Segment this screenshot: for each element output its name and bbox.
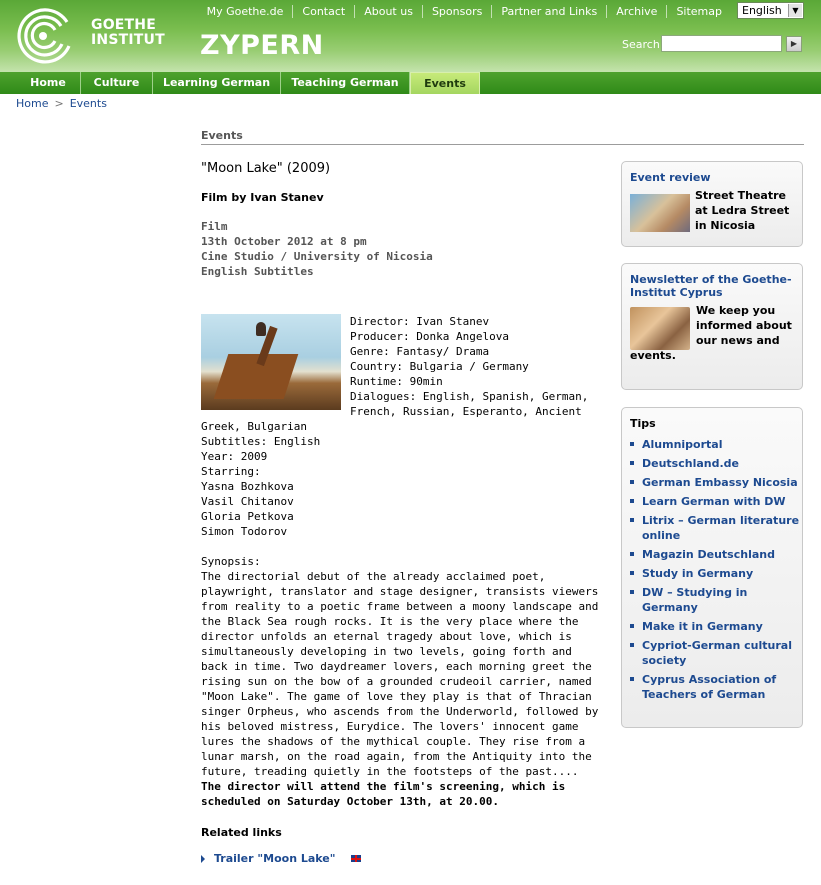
detail-line: Subtitles: English [201,435,321,448]
nav-events[interactable]: Events [410,72,480,94]
film-still-image [201,314,341,410]
bullet-square-icon [630,643,634,647]
film-details [201,314,603,539]
bullet-square-icon [630,461,634,465]
cast-member: Simon Todorov [201,525,288,538]
bullet-square-icon [630,480,634,484]
top-link-sponsors[interactable]: Sponsors [422,5,491,18]
arrow-right-icon: ▶ [790,39,798,48]
cast-member: Vasil Chitanov [201,495,294,508]
tip-link[interactable]: Cyprus Association of Teachers of German [642,673,777,701]
synopsis-screening-note: The director will attend the film's screening, which is scheduled on Saturday October 13th, at 20.00. [201,780,566,808]
breadcrumb-home[interactable]: Home [16,97,49,110]
event-date: 13th October 2012 at 8 pm [201,235,367,248]
main-navigation [0,72,821,94]
tip-link[interactable]: German Embassy Nicosia [642,476,798,489]
tip-link[interactable]: Learn German with DW [642,495,786,508]
tip-link[interactable]: Magazin Deutschland [642,548,775,561]
tip-link[interactable]: Litrix – German literature online [642,514,800,542]
tip-item [630,619,800,634]
bullet-square-icon [630,677,634,681]
newsletter-box [621,263,803,390]
tip-link[interactable]: Study in Germany [642,567,754,580]
detail-line: Director: Ivan Stanev [350,315,490,328]
nav-home[interactable]: Home [16,72,81,94]
event-subtitles-note: English Subtitles [201,265,314,278]
detail-line: Starring: [201,465,261,478]
bullet-square-icon [630,552,634,556]
newsletter-text: We keep you informed about our news and events. [630,304,792,362]
bullet-square-icon [630,442,634,446]
breadcrumb [16,97,107,110]
tip-item [630,494,800,509]
top-link-sitemap[interactable]: Sitemap [666,5,731,18]
event-review-title[interactable]: Event review [630,171,711,184]
event-title: "Moon Lake" (2009) [201,161,331,176]
tip-link[interactable]: Cypriot-German cultural society [642,639,792,667]
event-review-text[interactable]: Street Theatre at Ledra Street in Nicosia [695,189,790,232]
synopsis-label: Synopsis: [201,555,261,568]
event-content [201,161,603,866]
nav-culture[interactable]: Culture [81,72,153,94]
top-link-about-us[interactable]: About us [354,5,422,18]
tip-link[interactable]: Make it in Germany [642,620,763,633]
tip-item [630,456,800,471]
event-review-image[interactable] [630,194,690,232]
event-subtitle: Film by Ivan Stanev [201,191,324,204]
breadcrumb-events[interactable]: Events [69,97,107,110]
event-review-box [621,161,803,247]
top-link-partner-and-links[interactable]: Partner and Links [491,5,606,18]
tip-link[interactable]: DW – Studying in Germany [642,586,748,614]
cast-member: Gloria Petkova [201,510,294,523]
cast-member: Yasna Bozhkova [201,480,294,493]
top-link-my-goethe-de[interactable]: My Goethe.de [206,5,284,18]
goethe-logo[interactable] [15,8,165,64]
event-venue: Cine Studio / University of Nicosia [201,250,433,263]
goethe-logo-icon [15,8,75,64]
detail-line: Dialogues: English, Spanish, German, French, Russian, Esperanto, Ancient Greek, Bulgarian [201,390,589,433]
bullet-square-icon [630,499,634,503]
bullet-square-icon [630,624,634,628]
tip-item [630,585,800,615]
detail-line: Genre: Fantasy/ Drama [350,345,490,358]
tips-box [621,407,803,728]
detail-line: Country: Bulgaria / Germany [350,360,529,373]
newsletter-title[interactable]: Newsletter of the Goethe-Institut Cyprus [630,273,792,299]
search-label: Search [622,38,660,51]
related-link-item [201,851,603,866]
nav-learning-german[interactable]: Learning German [153,72,281,94]
section-heading: Events [201,129,804,145]
chevron-down-icon: ▼ [788,4,802,17]
search-input[interactable] [661,35,782,52]
language-value: English [742,4,782,17]
language-select[interactable] [737,2,804,19]
tip-item [630,566,800,581]
tip-item [630,437,800,452]
tip-item [630,475,800,490]
trailer-link[interactable]: Trailer "Moon Lake" [214,852,336,865]
tip-item [630,547,800,562]
bullet-square-icon [630,518,634,522]
synopsis [201,554,603,809]
nav-teaching-german[interactable]: Teaching German [281,72,410,94]
tip-item [630,638,800,668]
triangle-right-icon [201,855,205,863]
event-meta [201,219,603,279]
top-navigation [198,5,731,18]
event-type: Film [201,220,228,233]
uk-flag-icon [351,855,361,862]
related-links-heading: Related links [201,826,282,839]
tip-link[interactable]: Deutschland.de [642,457,739,470]
search-submit-button[interactable] [786,36,802,52]
synopsis-text: The directorial debut of the already acclaimed poet, playwright, translator and stage designer, transists viewers from reality to a poetic frame between a moony landscape and the Black Sea rough rocks. It is the very place where the director unfolds an eternal tragedy about love, which is simultaneously developing in two levels, going forth and back in time. Two daydreamer lovers, each morning greet the rising sun on the bow of a grounded crudeoil carrier, named "Moon Lake". The game of love they play is that of Thracian singer Orpheus, who ascends from the Underworld, followed by his beloved mistress, Eurydice. The lovers' innocent game lures the shadows of the mythical couple. They rise from a lunar marsh, on the road again, from the Antiquity into the future, treading quietly in the footsteps of the past.... The director will attend the film's screening, which is scheduled on Saturday October 13th, at 20.00. [201,570,599,808]
bullet-square-icon [630,590,634,594]
logo-text: GOETHE INSTITUT [91,17,165,48]
detail-line: Runtime: 90min [350,375,443,388]
tip-link[interactable]: Alumniportal [642,438,723,451]
tips-list [630,437,800,706]
tips-title: Tips [630,417,656,430]
bullet-square-icon [630,571,634,575]
top-link-contact[interactable]: Contact [292,5,354,18]
detail-line: Year: 2009 [201,450,268,463]
site-title: ZYPERN [200,30,324,61]
tip-item [630,513,800,543]
breadcrumb-separator: > [54,97,64,110]
tip-item [630,672,800,702]
top-link-archive[interactable]: Archive [606,5,666,18]
detail-line: Producer: Donka Angelova [350,330,509,343]
